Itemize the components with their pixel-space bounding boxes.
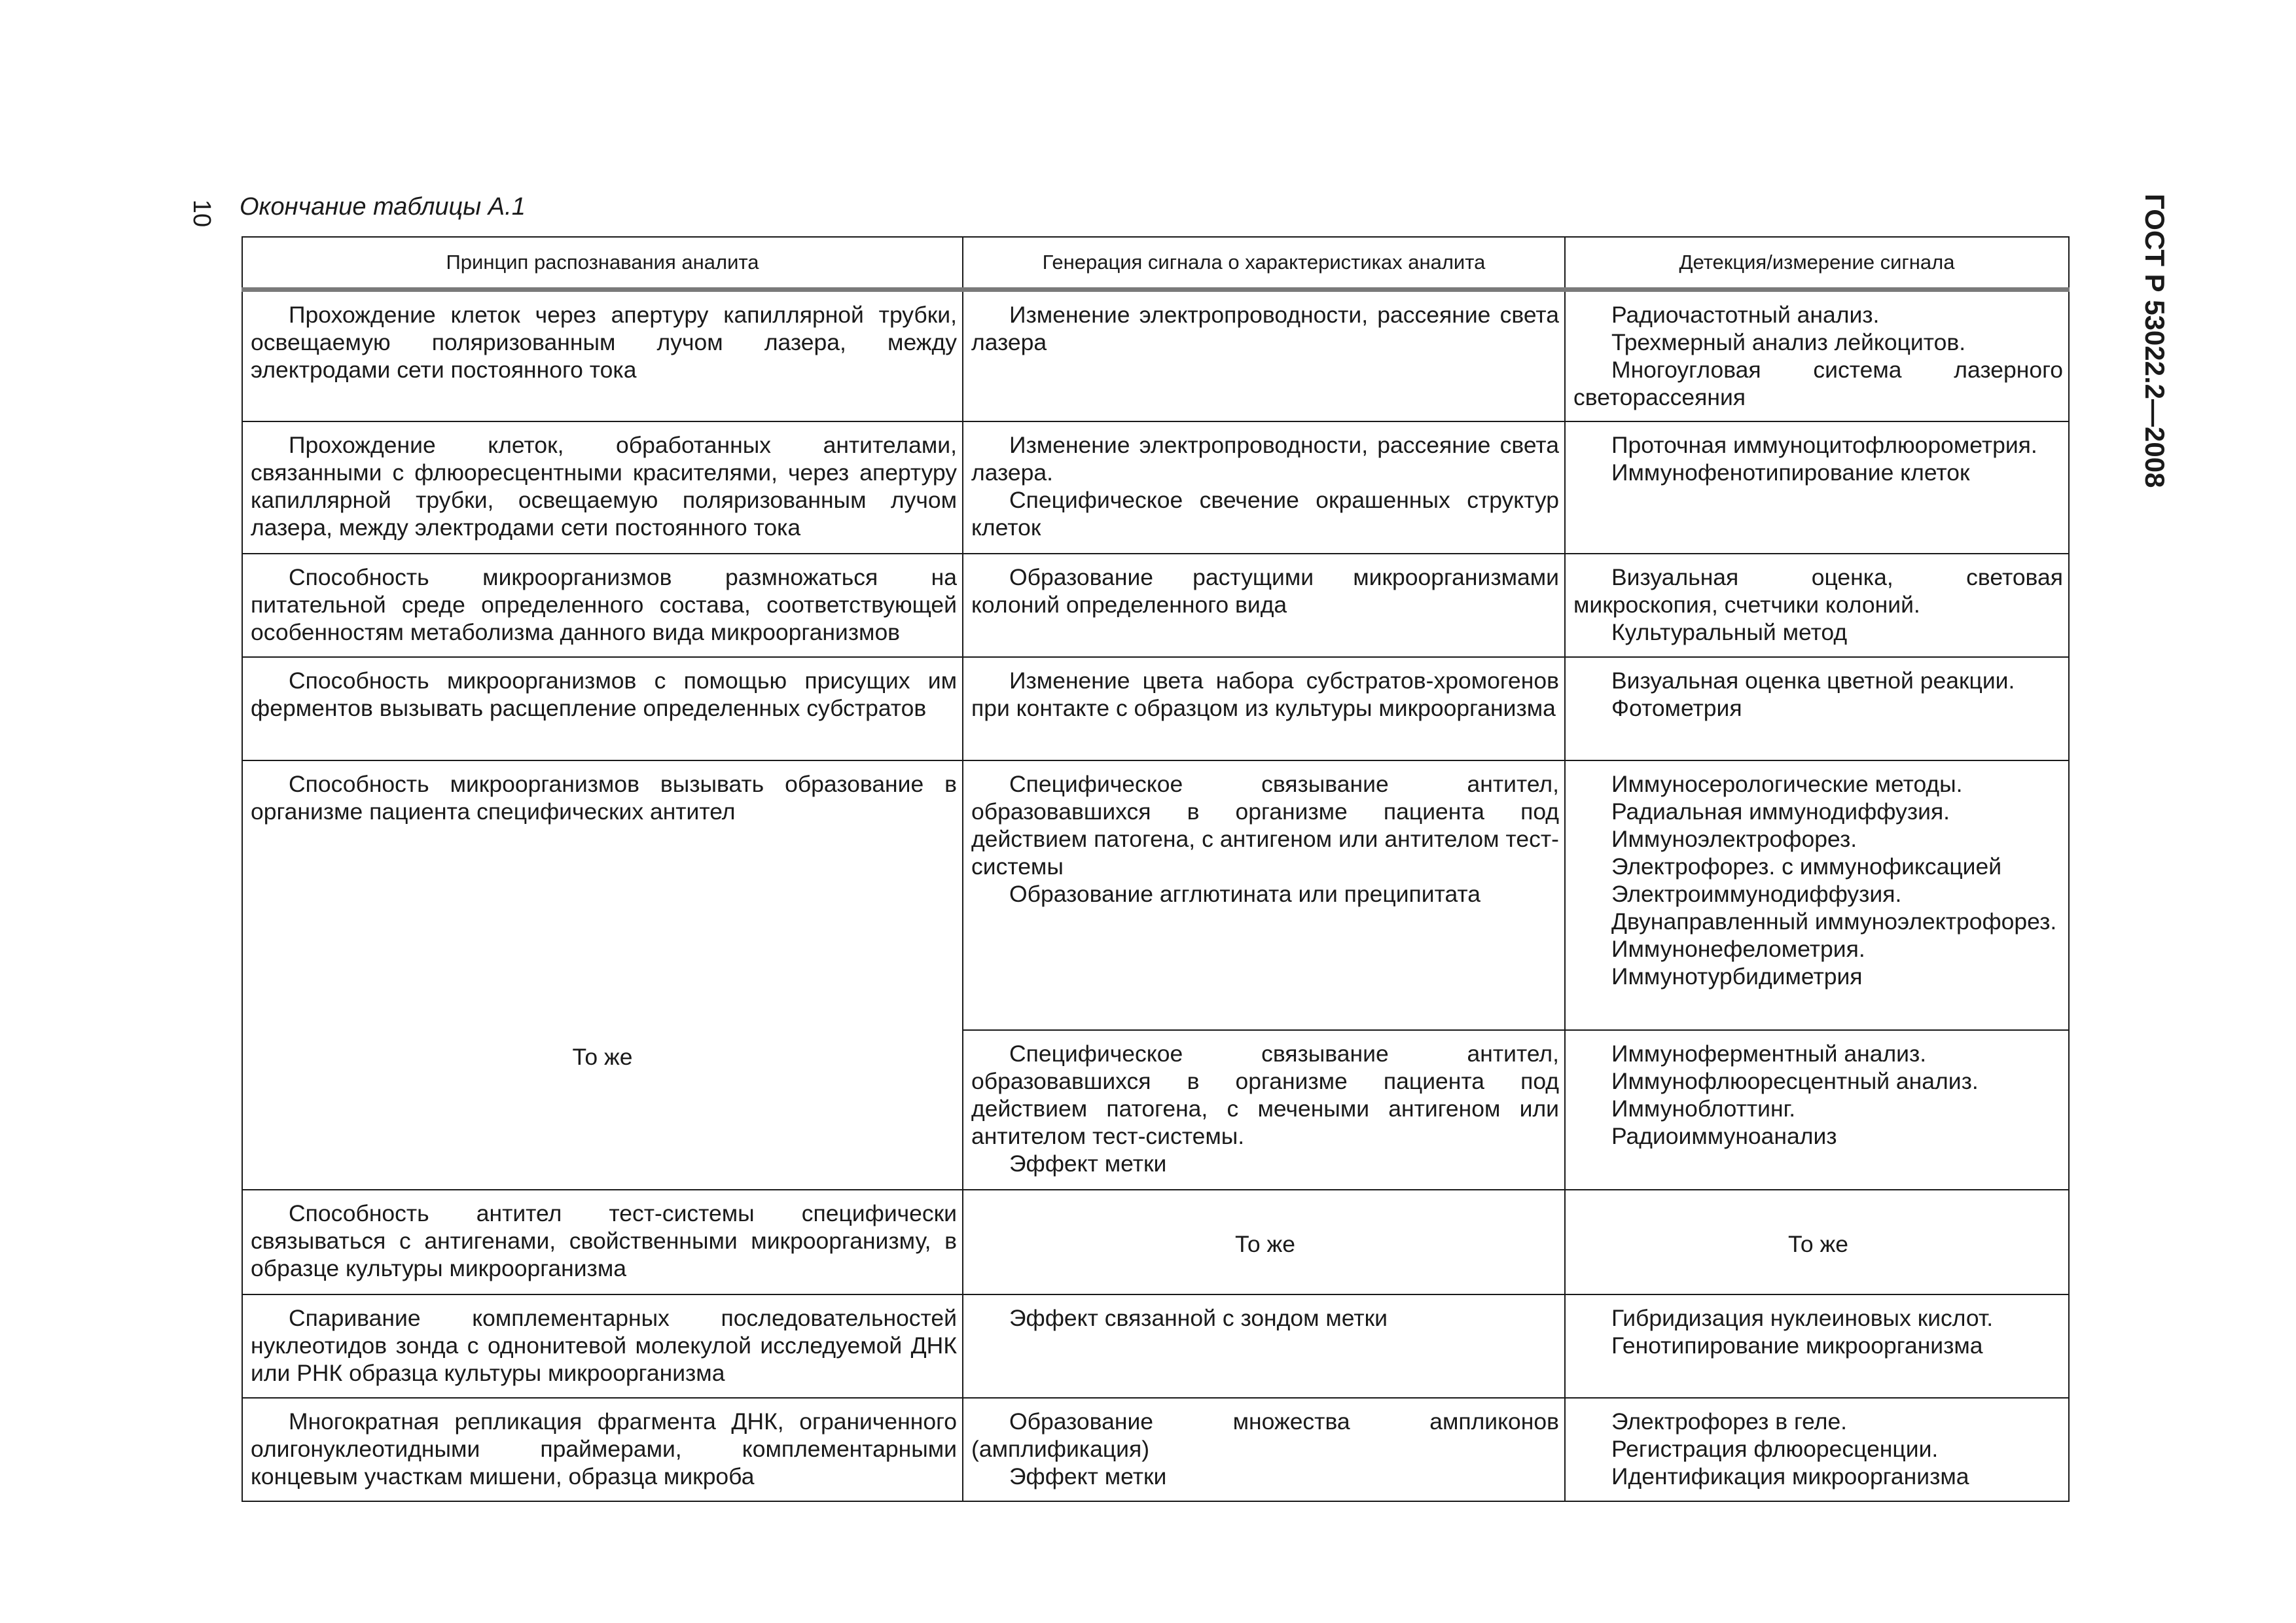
cell-paragraph: Генотипирование микроорганизма (1611, 1332, 1983, 1359)
cell-paragraph: Образование растущими микроорганизмами колоний определенного вида (971, 563, 1559, 618)
detection-cell (1565, 760, 2069, 1030)
cell-paragraph: Регистрация флюоресценции. (1611, 1435, 1939, 1462)
same-as-above-label: То же (572, 1043, 633, 1070)
detection-cell (1565, 1398, 2069, 1501)
header-generation: Генерация сигнала о характеристиках аналита (963, 237, 1565, 290)
same-as-above-label: То же (1787, 1230, 1848, 1257)
cell-paragraph: Специфическое связывание антител, образовавшихся в организме пациента под действием патогена, с антигеном или антителом тест-системы (971, 770, 1559, 880)
table-caption: Окончание таблицы А.1 (240, 193, 526, 221)
table-row (242, 421, 2069, 554)
document-code: ГОСТ Р 53022.2—2008 (2140, 194, 2170, 488)
header-principle: Принцип распознавания аналита (242, 237, 963, 290)
cell-paragraph: Иммуноферментный анализ. (1611, 1040, 1927, 1067)
cell-paragraph: Многократная репликация фрагмента ДНК, ограниченного олигонуклеотидными праймерами, комплементарными концевым участкам мишени, образца микроба (251, 1408, 957, 1489)
cell-paragraph: Способность микроорганизмов размножаться на питательной среде определенного состава, соответствующей особенностям метаболизма данного вида микроорганизмов (251, 563, 957, 645)
page-number: 10 (188, 199, 215, 228)
detection-cell (1565, 1190, 2069, 1294)
generation-cell (963, 1398, 1565, 1501)
cell-paragraph: Электрофорез в геле. (1611, 1408, 1848, 1435)
cell-paragraph: Иммунонефелометрия. (1611, 935, 1865, 962)
cell-paragraph: Радиоиммуноанализ (1611, 1122, 1837, 1149)
generation-cell (963, 290, 1565, 421)
cell-paragraph: Радиочастотный анализ. (1611, 302, 1880, 328)
cell-paragraph: Способность микроорганизмов вызывать образование в организме пациента специфических антител (251, 770, 957, 825)
principle-cell (242, 290, 963, 421)
table-header-row (242, 237, 2069, 290)
generation-cell (963, 1030, 1565, 1190)
table-row (242, 290, 2069, 421)
table-row (242, 554, 2069, 657)
cell-paragraph: Иммунофлюоресцентный анализ. (1611, 1067, 1979, 1094)
principle-cell (242, 657, 963, 760)
generation-cell (963, 554, 1565, 657)
table-row (242, 1190, 2069, 1294)
cell-paragraph: Идентификация микроорганизма (1611, 1463, 1969, 1489)
cell-paragraph: Способность микроорганизмов с помощью присущих им ферментов вызывать расщепление определенных субстратов (251, 667, 957, 721)
detection-cell (1565, 1294, 2069, 1398)
cell-paragraph: Культуральный метод (1611, 618, 1848, 645)
cell-paragraph: Фотометрия (1611, 694, 1742, 721)
cell-paragraph: Иммунотурбидиметрия (1611, 963, 1863, 990)
cell-paragraph: Специфическое свечение окрашенных структур клеток (971, 486, 1559, 541)
table-row (242, 1398, 2069, 1501)
detection-cell (1565, 1030, 2069, 1190)
analyte-table (242, 236, 2070, 1502)
detection-cell (1565, 657, 2069, 760)
header-detection: Детекция/измерение сигнала (1565, 237, 2069, 290)
cell-paragraph: Иммуноэлектрофорез. (1611, 825, 1857, 852)
cell-paragraph: Изменение цвета набора субстратов-хромогенов при контакте с образцом из культуры микроорганизма (971, 667, 1559, 721)
cell-paragraph: Визуальная оценка цветной реакции. (1611, 667, 2015, 694)
cell-paragraph: Электрофорез. с иммунофиксацией (1611, 853, 2002, 880)
detection-cell (1565, 554, 2069, 657)
cell-paragraph: Гибридизация нуклеиновых кислот. (1611, 1304, 1994, 1331)
cell-paragraph: Специфическое связывание антител, образовавшихся в организме пациента под действием патогена, с мечеными антигеном или антителом тест-системы. (971, 1040, 1559, 1149)
cell-paragraph: Изменение электропроводности, рассеяние света лазера (971, 302, 1559, 355)
cell-paragraph: Иммуносерологические методы. (1611, 770, 1963, 797)
detection-cell (1565, 290, 2069, 421)
cell-paragraph: Радиальная иммунодиффузия. (1611, 798, 1950, 825)
principle-cell (242, 1294, 963, 1398)
generation-cell (963, 657, 1565, 760)
cell-paragraph: Эффект метки (1009, 1463, 1167, 1489)
table-row (242, 1294, 2069, 1398)
principle-cell (242, 760, 963, 1190)
generation-cell (963, 760, 1565, 1030)
cell-paragraph: Иммунофенотипирование клеток (1611, 459, 1970, 486)
cell-paragraph: Многоугловая система лазерного светорассеяния (1573, 357, 2063, 410)
cell-paragraph: Прохождение клеток через апертуру капиллярной трубки, освещаемую поляризованным лучом лазера, между электродами сети постоянного тока (251, 302, 957, 383)
cell-paragraph: Изменение электропроводности, рассеяние света лазера. (971, 431, 1559, 486)
principle-cell (242, 554, 963, 657)
detection-cell (1565, 421, 2069, 554)
generation-cell (963, 421, 1565, 554)
cell-paragraph: Спаривание комплементарных последовательностей нуклеотидов зонда с однонитевой молекулой исследуемой ДНК или РНК образца культуры микроорганизма (251, 1304, 957, 1386)
generation-cell (963, 1190, 1565, 1294)
cell-paragraph: Эффект метки (1009, 1150, 1167, 1177)
same-as-above-label: То же (1234, 1230, 1295, 1257)
cell-paragraph: Электроиммунодиффузия. (1611, 880, 1902, 907)
cell-paragraph: Эффект связанной с зондом метки (1009, 1304, 1388, 1331)
cell-paragraph: Двунаправленный иммуноэлектрофорез. (1611, 908, 2057, 935)
cell-paragraph: Трехмерный анализ лейкоцитов. (1611, 329, 1966, 355)
generation-cell (963, 1294, 1565, 1398)
principle-cell (242, 1398, 963, 1501)
cell-paragraph: Визуальная оценка, световая микроскопия, счетчики колоний. (1573, 563, 2063, 618)
cell-paragraph: Проточная иммуноцитофлюорометрия. (1611, 431, 2037, 458)
cell-paragraph: Способность антител тест-системы специфически связываться с антигенами, свойственными микроорганизму, в образце культуры микроорганизма (251, 1200, 957, 1281)
cell-paragraph: Иммуноблоттинг. (1611, 1095, 1796, 1122)
cell-paragraph: Прохождение клеток, обработанных антителами, связанными с флюоресцентными красителями, через апертуру капиллярной трубки, освещаемую поляризованным лучом лазера, между электродами сети постоянного тока (251, 431, 957, 541)
table-row (242, 657, 2069, 760)
cell-paragraph: Образование агглютината или преципитата (1009, 880, 1481, 907)
table-row (242, 760, 2069, 1030)
cell-paragraph: Образование множества ампликонов (амплификация) (971, 1408, 1559, 1462)
principle-cell (242, 421, 963, 554)
principle-cell (242, 1190, 963, 1294)
